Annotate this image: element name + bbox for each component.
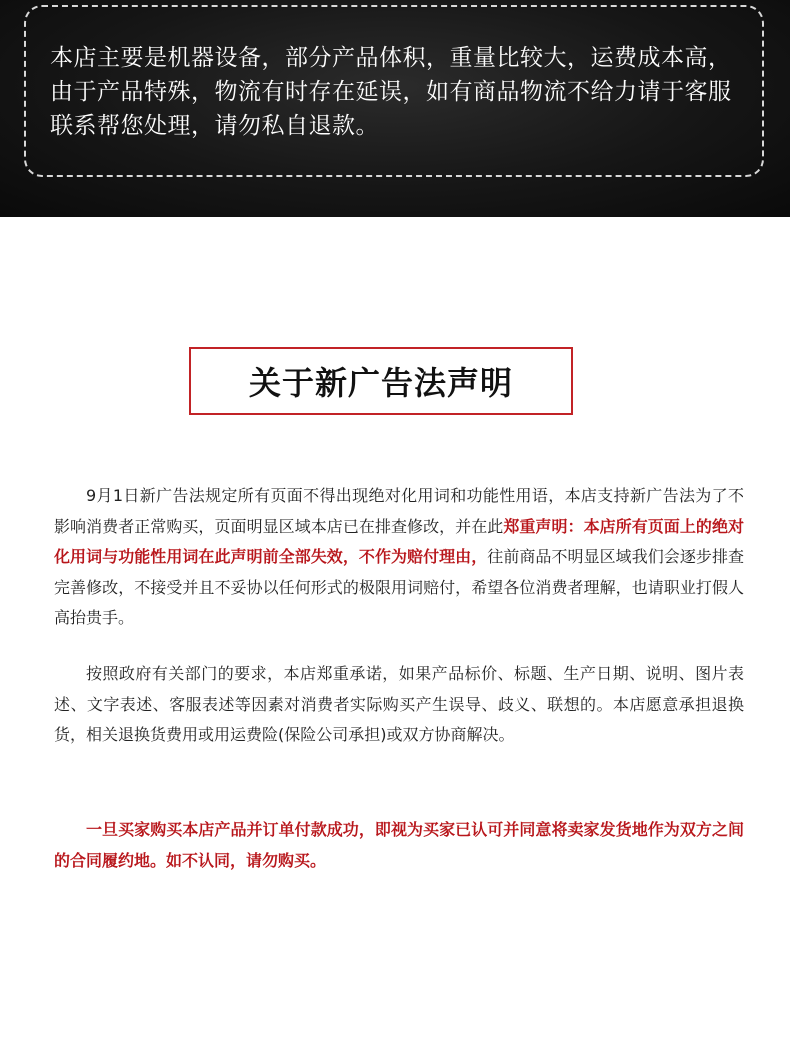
top-banner: [0, 0, 790, 217]
statement-paragraph-2: 按照政府有关部门的要求，本店郑重承诺，如果产品标价、标题、生产日期、说明、图片表述、文字表述、客服表述等因素对消费者实际购买产生误导、歧义、联想的。本店愿意承担退换货，相关退换货费用或用运费险(保险公司承担)或双方协商解决。: [54, 664, 744, 744]
paragraph-1-red-declaration: 郑重声明：本店所有页面上的绝对化用词与功能性用词在此声明前全部失效，不作为赔付理由，: [54, 516, 744, 566]
statement-paragraph-1: [54, 481, 744, 634]
page-title: 关于新广告法声明: [248, 364, 513, 402]
paragraph-1-text-b: 往前商品不明显区域我们会逐步排查完善修改，不接受并且不妥协以任何形式的极限用词赔付，希望各位消费者理解，也请职业打假人高抬贵手。: [54, 547, 744, 627]
shipping-notice-text: 本店主要是机器设备，部分产品体积，重量比较大，运费成本高，由于产品特殊，物流有时存在延误，如有商品物流不给力请于客服联系帮您处理，请勿私自退款。: [50, 45, 732, 139]
title-frame: [189, 347, 573, 415]
statement-paragraph-3: 一旦买家购买本店产品并订单付款成功，即视为买家已认可并同意将卖家发货地作为双方之间的合同履约地。如不认同，请勿购买。: [54, 820, 744, 870]
paragraph-1-text-a: 9月1日新广告法规定所有页面不得出现绝对化用词和功能性用语，本店支持新广告法为了不影响消费者正常购买，页面明显区域本店已在排查修改，并在此: [54, 486, 744, 536]
